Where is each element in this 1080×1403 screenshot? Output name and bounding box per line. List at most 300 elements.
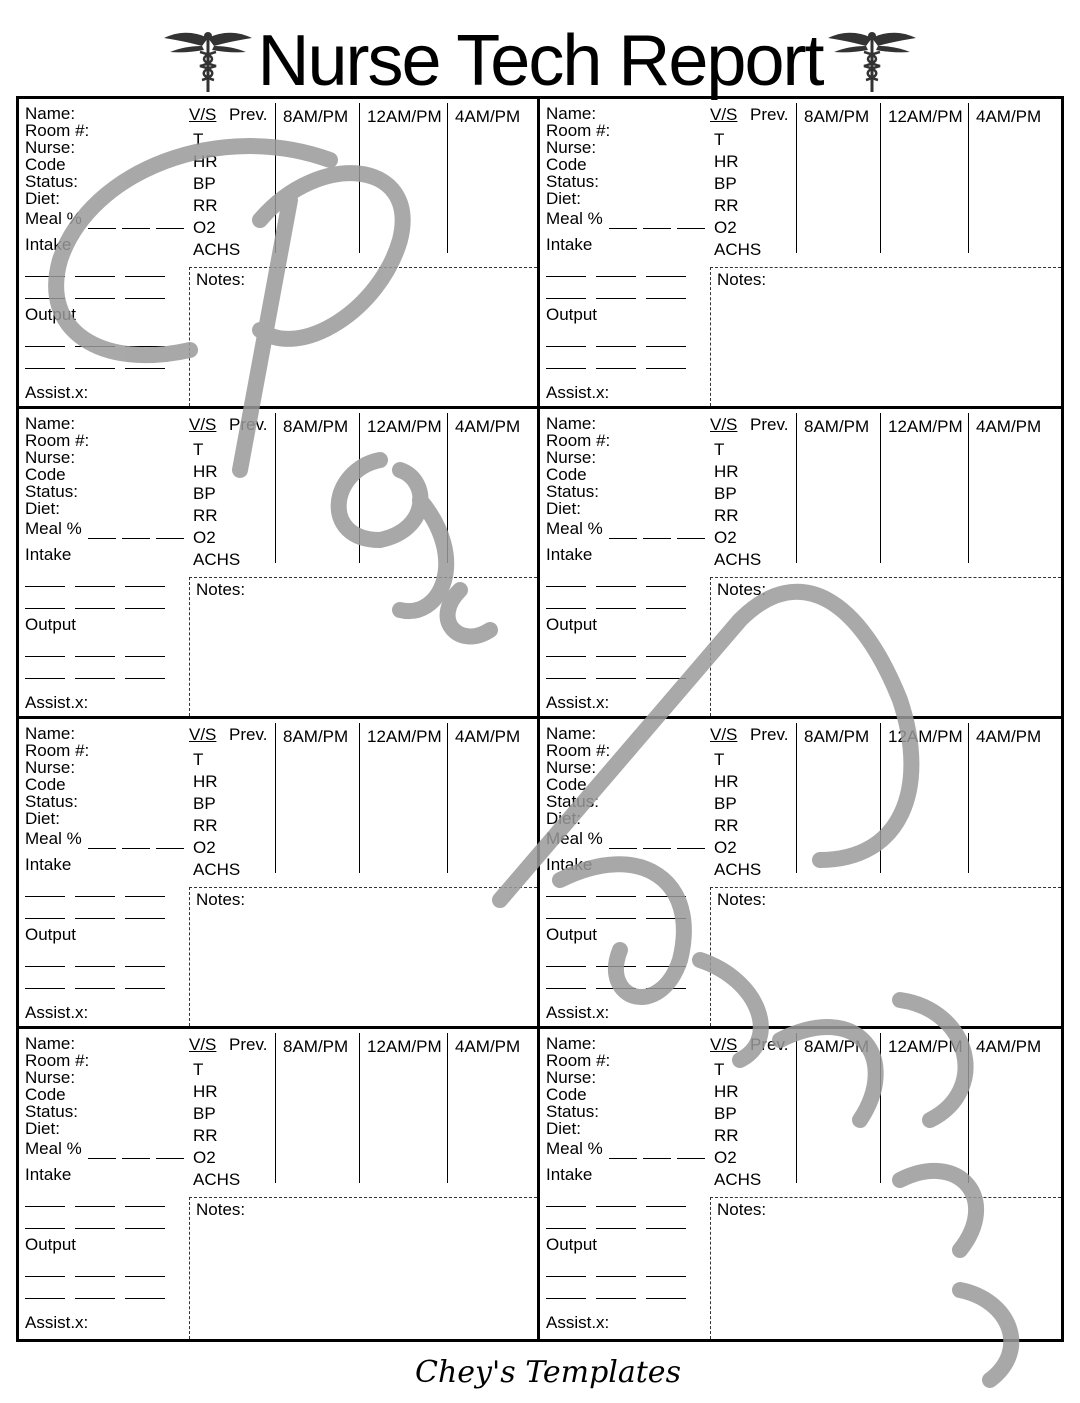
- name-label: Name:: [25, 414, 76, 433]
- output-blank[interactable]: [75, 351, 115, 369]
- output-blank[interactable]: [596, 1259, 636, 1277]
- intake-blank[interactable]: [125, 259, 165, 277]
- vitals-column: [189, 725, 279, 881]
- meal-blank[interactable]: [677, 1158, 705, 1159]
- status-label: Status:: [25, 792, 78, 811]
- vs-rr: RR: [193, 506, 218, 525]
- vs-bp: BP: [193, 174, 216, 193]
- intake-blank[interactable]: [25, 879, 65, 897]
- patient-card-4: [540, 409, 1061, 719]
- output-blank[interactable]: [596, 661, 636, 679]
- code-label: Code: [546, 155, 587, 174]
- notes-label: Notes:: [196, 890, 246, 909]
- caduceus-icon: [162, 28, 254, 94]
- output-blank[interactable]: [125, 329, 165, 347]
- intake-blank[interactable]: [596, 281, 636, 299]
- patient-info: [25, 105, 185, 403]
- column-divider: [275, 413, 276, 563]
- output-blanks: [546, 971, 706, 989]
- output-blank[interactable]: [546, 971, 586, 989]
- intake-blanks: [546, 1211, 706, 1229]
- meal-blank[interactable]: [609, 848, 637, 849]
- intake-blanks: [546, 1189, 706, 1207]
- output-label: Output: [546, 1235, 598, 1254]
- patient-card-1: [19, 99, 540, 409]
- status-label: Status:: [546, 172, 599, 191]
- vs-achs: ACHS: [714, 550, 762, 569]
- prev-heading: Prev.: [229, 415, 268, 434]
- output-label: Output: [25, 1235, 77, 1254]
- output-blanks: [25, 1281, 185, 1299]
- intake-blanks: [25, 281, 185, 299]
- code-label: Code: [25, 465, 66, 484]
- meal-blank[interactable]: [643, 228, 671, 229]
- vs-o2: O2: [714, 218, 737, 237]
- intake-blank[interactable]: [646, 569, 686, 587]
- notes-area[interactable]: [189, 887, 537, 1026]
- output-blank[interactable]: [546, 1259, 586, 1277]
- intake-blank[interactable]: [25, 1189, 65, 1207]
- intake-blanks: [25, 901, 185, 919]
- notes-label: Notes:: [717, 1200, 767, 1219]
- vs-rr: RR: [714, 506, 739, 525]
- meal-label: Meal %: [546, 519, 603, 538]
- output-blank[interactable]: [546, 949, 586, 967]
- intake-blank[interactable]: [75, 879, 115, 897]
- output-blank[interactable]: [125, 971, 165, 989]
- output-blanks: [25, 661, 185, 679]
- column-divider: [968, 103, 969, 253]
- intake-blank[interactable]: [596, 901, 636, 919]
- output-blanks: [546, 329, 706, 347]
- vitals-column: [189, 415, 279, 571]
- output-blank[interactable]: [75, 1259, 115, 1277]
- vs-rr: RR: [714, 816, 739, 835]
- meal-label: Meal %: [25, 1139, 82, 1158]
- time-12-heading: 12AM/PM: [888, 727, 963, 746]
- prev-heading: Prev.: [750, 725, 789, 744]
- nurse-label: Nurse:: [25, 448, 76, 467]
- output-blank[interactable]: [75, 949, 115, 967]
- output-blank[interactable]: [646, 971, 686, 989]
- column-divider: [880, 723, 881, 873]
- room-label: Room #:: [546, 741, 611, 760]
- vs-o2: O2: [193, 528, 216, 547]
- vs-hr: HR: [714, 772, 739, 791]
- vs-achs: ACHS: [193, 860, 241, 879]
- output-blank[interactable]: [546, 351, 586, 369]
- output-blanks: [546, 1259, 706, 1277]
- time-12-heading: 12AM/PM: [367, 727, 442, 746]
- code-label: Code: [25, 1085, 66, 1104]
- room-label: Room #:: [546, 121, 611, 140]
- meal-blank[interactable]: [609, 1158, 637, 1159]
- column-divider: [880, 413, 881, 563]
- output-label: Output: [546, 305, 598, 324]
- patient-info: [25, 415, 185, 713]
- column-divider: [447, 1033, 448, 1183]
- room-label: Room #:: [546, 1051, 611, 1070]
- vs-bp: BP: [193, 1104, 216, 1123]
- intake-blank[interactable]: [546, 879, 586, 897]
- output-blank[interactable]: [25, 329, 65, 347]
- output-blank[interactable]: [25, 1259, 65, 1277]
- output-blank[interactable]: [125, 949, 165, 967]
- prev-heading: Prev.: [750, 415, 789, 434]
- output-label: Output: [546, 615, 598, 634]
- meal-blank[interactable]: [643, 538, 671, 539]
- meal-blank[interactable]: [122, 538, 150, 539]
- vs-hr: HR: [714, 152, 739, 171]
- notes-area[interactable]: [710, 1197, 1061, 1339]
- status-label: Status:: [546, 482, 599, 501]
- output-blank[interactable]: [25, 661, 65, 679]
- output-blanks: [25, 971, 185, 989]
- time-12-heading: 12AM/PM: [888, 107, 963, 126]
- room-label: Room #:: [25, 431, 90, 450]
- output-label: Output: [25, 615, 77, 634]
- output-blank[interactable]: [546, 1281, 586, 1299]
- time-4-heading: 4AM/PM: [455, 107, 521, 126]
- meal-blank[interactable]: [677, 848, 705, 849]
- patient-card-3: [19, 409, 540, 719]
- name-label: Name:: [546, 724, 597, 743]
- name-label: Name:: [25, 104, 76, 123]
- intake-blank[interactable]: [596, 1211, 636, 1229]
- meal-blank[interactable]: [122, 1158, 150, 1159]
- output-blank[interactable]: [25, 351, 65, 369]
- patient-card-7: [19, 1029, 540, 1339]
- meal-blank[interactable]: [156, 538, 184, 539]
- nurse-label: Nurse:: [25, 758, 76, 777]
- intake-blank[interactable]: [646, 879, 686, 897]
- nurse-label: Nurse:: [546, 758, 597, 777]
- output-blank[interactable]: [75, 329, 115, 347]
- meal-blank[interactable]: [643, 848, 671, 849]
- notes-label: Notes:: [196, 1200, 246, 1219]
- intake-blank[interactable]: [546, 569, 586, 587]
- assist-label: Assist.x:: [546, 693, 610, 712]
- vs-o2: O2: [714, 1148, 737, 1167]
- intake-blank[interactable]: [75, 591, 115, 609]
- output-blank[interactable]: [596, 1281, 636, 1299]
- column-divider: [968, 1033, 969, 1183]
- intake-blank[interactable]: [125, 281, 165, 299]
- vs-achs: ACHS: [193, 240, 241, 259]
- room-label: Room #:: [25, 741, 90, 760]
- intake-blank[interactable]: [546, 591, 586, 609]
- meal-label: Meal %: [25, 519, 82, 538]
- intake-label: Intake: [25, 235, 72, 254]
- intake-blank[interactable]: [546, 901, 586, 919]
- intake-label: Intake: [546, 1165, 593, 1184]
- vs-o2: O2: [714, 838, 737, 857]
- intake-blank[interactable]: [596, 591, 636, 609]
- time-8-heading: 8AM/PM: [283, 417, 349, 436]
- vs-hr: HR: [193, 152, 218, 171]
- code-label: Code: [546, 1085, 587, 1104]
- output-blanks: [25, 329, 185, 347]
- diet-label: Diet:: [546, 499, 581, 518]
- output-blank[interactable]: [596, 971, 636, 989]
- status-label: Status:: [25, 482, 78, 501]
- vs-bp: BP: [714, 794, 737, 813]
- meal-blank[interactable]: [677, 228, 705, 229]
- vs-bp: BP: [193, 484, 216, 503]
- output-blank[interactable]: [125, 1281, 165, 1299]
- output-blank[interactable]: [25, 971, 65, 989]
- vitals-column: [710, 725, 800, 881]
- vs-achs: ACHS: [193, 550, 241, 569]
- output-blank[interactable]: [125, 661, 165, 679]
- code-label: Code: [546, 775, 587, 794]
- intake-blank[interactable]: [646, 259, 686, 277]
- notes-area[interactable]: [710, 577, 1061, 716]
- intake-blank[interactable]: [596, 879, 636, 897]
- intake-blank[interactable]: [546, 1211, 586, 1229]
- intake-blank[interactable]: [75, 569, 115, 587]
- output-blank[interactable]: [75, 661, 115, 679]
- signature-text: Chey's Templates: [415, 1355, 681, 1390]
- intake-blank[interactable]: [596, 1189, 636, 1207]
- diet-label: Diet:: [25, 189, 60, 208]
- column-divider: [359, 103, 360, 253]
- patient-card-8: [540, 1029, 1061, 1339]
- meal-blank[interactable]: [156, 228, 184, 229]
- time-8-heading: 8AM/PM: [804, 727, 870, 746]
- column-divider: [359, 723, 360, 873]
- time-8-heading: 8AM/PM: [283, 1037, 349, 1056]
- intake-blank[interactable]: [75, 281, 115, 299]
- output-blank[interactable]: [646, 661, 686, 679]
- intake-blank[interactable]: [125, 879, 165, 897]
- meal-blank[interactable]: [122, 228, 150, 229]
- column-divider: [447, 723, 448, 873]
- patient-info: [546, 415, 706, 713]
- output-blank[interactable]: [646, 351, 686, 369]
- vs-rr: RR: [193, 196, 218, 215]
- intake-blanks: [25, 879, 185, 897]
- meal-blank[interactable]: [88, 228, 116, 229]
- output-blank[interactable]: [646, 639, 686, 657]
- intake-blank[interactable]: [75, 1211, 115, 1229]
- intake-blank[interactable]: [75, 1189, 115, 1207]
- meal-blank[interactable]: [156, 848, 184, 849]
- vs-heading: V/S: [189, 105, 217, 124]
- intake-blanks: [546, 569, 706, 587]
- output-blanks: [25, 949, 185, 967]
- intake-blank[interactable]: [646, 591, 686, 609]
- name-label: Name:: [25, 724, 76, 743]
- prev-heading: Prev.: [750, 1035, 789, 1054]
- prev-heading: Prev.: [229, 105, 268, 124]
- assist-label: Assist.x:: [25, 1313, 89, 1332]
- meal-label: Meal %: [546, 209, 603, 228]
- patient-info: [546, 725, 706, 1023]
- nurse-label: Nurse:: [25, 138, 76, 157]
- intake-blank[interactable]: [75, 901, 115, 919]
- name-label: Name:: [546, 1034, 597, 1053]
- code-label: Code: [25, 775, 66, 794]
- vs-heading: V/S: [710, 725, 738, 744]
- time-4-heading: 4AM/PM: [976, 727, 1042, 746]
- output-blanks: [25, 351, 185, 369]
- time-4-heading: 4AM/PM: [976, 1037, 1042, 1056]
- meal-blank[interactable]: [609, 228, 637, 229]
- output-blank[interactable]: [75, 971, 115, 989]
- caduceus-icon: [826, 28, 918, 94]
- intake-blank[interactable]: [25, 569, 65, 587]
- intake-label: Intake: [25, 855, 72, 874]
- meal-blank[interactable]: [88, 538, 116, 539]
- notes-area[interactable]: [710, 267, 1061, 406]
- time-8-heading: 8AM/PM: [283, 727, 349, 746]
- footer-signature: [0, 1348, 1080, 1398]
- output-label: Output: [546, 925, 598, 944]
- meal-row: [546, 517, 706, 539]
- output-blank[interactable]: [646, 329, 686, 347]
- vs-rr: RR: [193, 1126, 218, 1145]
- meal-blank[interactable]: [88, 1158, 116, 1159]
- column-divider: [968, 413, 969, 563]
- intake-blank[interactable]: [646, 901, 686, 919]
- intake-blank[interactable]: [546, 281, 586, 299]
- intake-blank[interactable]: [125, 901, 165, 919]
- time-12-heading: 12AM/PM: [888, 1037, 963, 1056]
- intake-label: Intake: [25, 545, 72, 564]
- output-blank[interactable]: [125, 1259, 165, 1277]
- vs-hr: HR: [714, 462, 739, 481]
- output-blank[interactable]: [546, 661, 586, 679]
- vs-o2: O2: [193, 1148, 216, 1167]
- intake-blank[interactable]: [596, 259, 636, 277]
- intake-blank[interactable]: [25, 591, 65, 609]
- vs-temp: T: [193, 750, 204, 769]
- output-blank[interactable]: [546, 329, 586, 347]
- vs-bp: BP: [193, 794, 216, 813]
- output-blanks: [546, 949, 706, 967]
- time-12-heading: 12AM/PM: [888, 417, 963, 436]
- intake-blank[interactable]: [25, 259, 65, 277]
- output-blank[interactable]: [75, 639, 115, 657]
- output-blank[interactable]: [596, 351, 636, 369]
- intake-blank[interactable]: [546, 1189, 586, 1207]
- meal-label: Meal %: [546, 1139, 603, 1158]
- time-8-heading: 8AM/PM: [804, 107, 870, 126]
- nurse-label: Nurse:: [546, 1068, 597, 1087]
- patient-info: [25, 725, 185, 1023]
- output-blank[interactable]: [25, 949, 65, 967]
- vitals-column: [710, 105, 800, 261]
- output-blank[interactable]: [125, 639, 165, 657]
- intake-blank[interactable]: [125, 1189, 165, 1207]
- notes-area[interactable]: [189, 1197, 537, 1339]
- notes-area[interactable]: [189, 577, 537, 716]
- intake-blank[interactable]: [125, 569, 165, 587]
- vs-o2: O2: [714, 528, 737, 547]
- output-blank[interactable]: [596, 949, 636, 967]
- patient-info: [25, 1035, 185, 1333]
- intake-blank[interactable]: [25, 901, 65, 919]
- patient-card-2: [540, 99, 1061, 409]
- intake-blank[interactable]: [25, 281, 65, 299]
- time-12-heading: 12AM/PM: [367, 1037, 442, 1056]
- time-4-heading: 4AM/PM: [976, 417, 1042, 436]
- output-blank[interactable]: [646, 1259, 686, 1277]
- intake-blank[interactable]: [75, 259, 115, 277]
- nurse-label: Nurse:: [546, 138, 597, 157]
- meal-blank[interactable]: [609, 538, 637, 539]
- vs-rr: RR: [714, 1126, 739, 1145]
- output-blanks: [25, 1259, 185, 1277]
- room-label: Room #:: [25, 1051, 90, 1070]
- intake-blanks: [546, 281, 706, 299]
- output-blank[interactable]: [646, 949, 686, 967]
- output-blank[interactable]: [25, 639, 65, 657]
- output-blank[interactable]: [75, 1281, 115, 1299]
- output-blanks: [546, 1281, 706, 1299]
- notes-area[interactable]: [189, 267, 537, 406]
- diet-label: Diet:: [25, 809, 60, 828]
- meal-row: [25, 1137, 185, 1159]
- meal-blank[interactable]: [643, 1158, 671, 1159]
- intake-blanks: [546, 259, 706, 277]
- output-blank[interactable]: [125, 351, 165, 369]
- vs-temp: T: [193, 1060, 204, 1079]
- intake-blanks: [25, 569, 185, 587]
- meal-row: [546, 1137, 706, 1159]
- output-label: Output: [25, 925, 77, 944]
- intake-blank[interactable]: [646, 1211, 686, 1229]
- output-blank[interactable]: [25, 1281, 65, 1299]
- vs-hr: HR: [714, 1082, 739, 1101]
- notes-area[interactable]: [710, 887, 1061, 1026]
- meal-blank[interactable]: [156, 1158, 184, 1159]
- output-blank[interactable]: [546, 639, 586, 657]
- meal-blank[interactable]: [122, 848, 150, 849]
- header: [0, 22, 1080, 100]
- intake-blank[interactable]: [125, 591, 165, 609]
- intake-blank[interactable]: [25, 1211, 65, 1229]
- code-label: Code: [546, 465, 587, 484]
- vs-temp: T: [193, 130, 204, 149]
- intake-blank[interactable]: [596, 569, 636, 587]
- output-blank[interactable]: [596, 639, 636, 657]
- intake-blank[interactable]: [546, 259, 586, 277]
- meal-label: Meal %: [25, 209, 82, 228]
- notes-label: Notes:: [717, 270, 767, 289]
- intake-blanks: [546, 879, 706, 897]
- meal-blank[interactable]: [88, 848, 116, 849]
- output-blank[interactable]: [646, 1281, 686, 1299]
- time-8-heading: 8AM/PM: [283, 107, 349, 126]
- meal-row: [25, 207, 185, 229]
- prev-heading: Prev.: [229, 1035, 268, 1054]
- time-8-heading: 8AM/PM: [804, 417, 870, 436]
- intake-blank[interactable]: [125, 1211, 165, 1229]
- intake-blank[interactable]: [646, 281, 686, 299]
- vs-achs: ACHS: [714, 240, 762, 259]
- assist-label: Assist.x:: [25, 693, 89, 712]
- column-divider: [796, 103, 797, 253]
- name-label: Name:: [546, 104, 597, 123]
- output-blank[interactable]: [596, 329, 636, 347]
- status-label: Status:: [25, 172, 78, 191]
- intake-blank[interactable]: [646, 1189, 686, 1207]
- meal-blank[interactable]: [677, 538, 705, 539]
- notes-label: Notes:: [196, 580, 246, 599]
- vs-o2: O2: [193, 838, 216, 857]
